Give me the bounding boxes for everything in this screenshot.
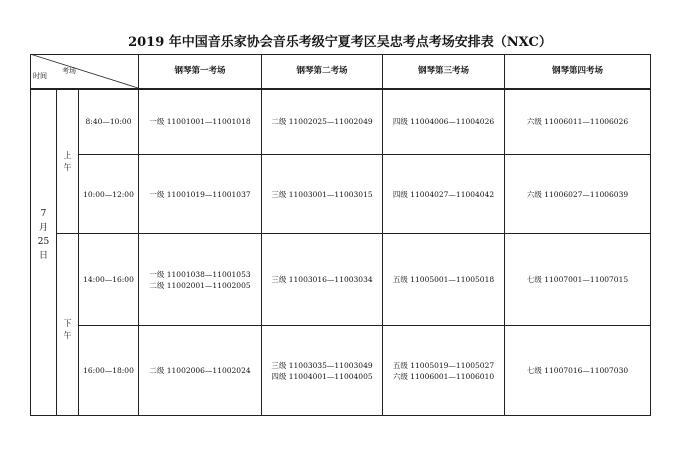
time-slot-2: 10:00—12:00 <box>83 189 134 199</box>
schedule-cell: 一级 11001001—11001018 <box>149 117 251 126</box>
schedule-cell: 四级 11004027—11004042 <box>392 189 495 199</box>
period-morning-char-1: 上 <box>63 151 72 160</box>
page-title: 2019 年中国音乐家协会音乐考级宁夏考区吴忠考点考场安排表（NXC） <box>128 35 552 50</box>
date-month: 7 <box>40 209 47 219</box>
date-day: 25 <box>37 237 50 247</box>
room-header-4: 钢琴第四考场 <box>551 66 603 76</box>
time-slot-3: 14:00—16:00 <box>83 275 134 284</box>
schedule-cell <box>262 326 382 415</box>
schedule-cell: 三级 11003001—11003015 <box>271 189 373 199</box>
schedule-entry: 一级 11001038—11001053 <box>149 269 251 279</box>
date-month-unit: 月 <box>38 223 48 233</box>
room-header-2: 钢琴第二考场 <box>296 66 348 76</box>
room-header-3: 钢琴第三考场 <box>417 66 469 76</box>
schedule-entry: 五级 11005019—11005027 <box>392 360 495 370</box>
corner-time-label: 时间 <box>33 72 47 80</box>
period-morning-char-2: 午 <box>63 163 72 172</box>
period-afternoon <box>57 314 78 346</box>
schedule-cell: 七级 11007016—11007030 <box>526 366 629 375</box>
schedule-cell <box>139 234 261 325</box>
schedule-entry: 二级 11002001—11002005 <box>149 280 251 290</box>
date-day-unit: 日 <box>38 251 48 261</box>
schedule-cell: 六级 11006027—11006039 <box>526 189 629 199</box>
period-afternoon-char-2: 午 <box>63 331 72 340</box>
schedule-cell: 二级 11002006—11002024 <box>149 366 251 375</box>
table-border-bottom <box>30 415 651 416</box>
table-border-right <box>650 54 651 416</box>
schedule-cell: 三级 11003016—11003034 <box>271 275 373 284</box>
schedule-entry: 三级 11003035—11003049 <box>271 360 373 370</box>
time-slot-1: 8:40—10:00 <box>85 117 132 126</box>
schedule-cell: 四级 11004006—11004026 <box>392 117 495 126</box>
schedule-cell <box>383 326 504 415</box>
time-slot-4: 16:00—18:00 <box>83 366 134 375</box>
schedule-cell: 五级 11005001—11005018 <box>392 275 495 284</box>
schedule-cell: 七级 11007001—11007015 <box>526 275 629 284</box>
column-divider <box>56 89 57 416</box>
schedule-cell: 六级 11006011—11006026 <box>526 117 629 126</box>
date-label <box>31 190 56 280</box>
period-afternoon-char-1: 下 <box>63 319 72 328</box>
schedule-cell: 二级 11002025—11002049 <box>271 117 373 126</box>
period-morning <box>57 146 78 178</box>
schedule-entry: 六级 11006001—11006010 <box>392 371 495 381</box>
schedule-entry: 四级 11004001—11004005 <box>271 371 373 381</box>
room-header-1: 钢琴第一考场 <box>174 66 226 76</box>
schedule-cell: 一级 11001019—11001037 <box>149 189 251 199</box>
corner-room-label: 考场 <box>62 67 76 75</box>
